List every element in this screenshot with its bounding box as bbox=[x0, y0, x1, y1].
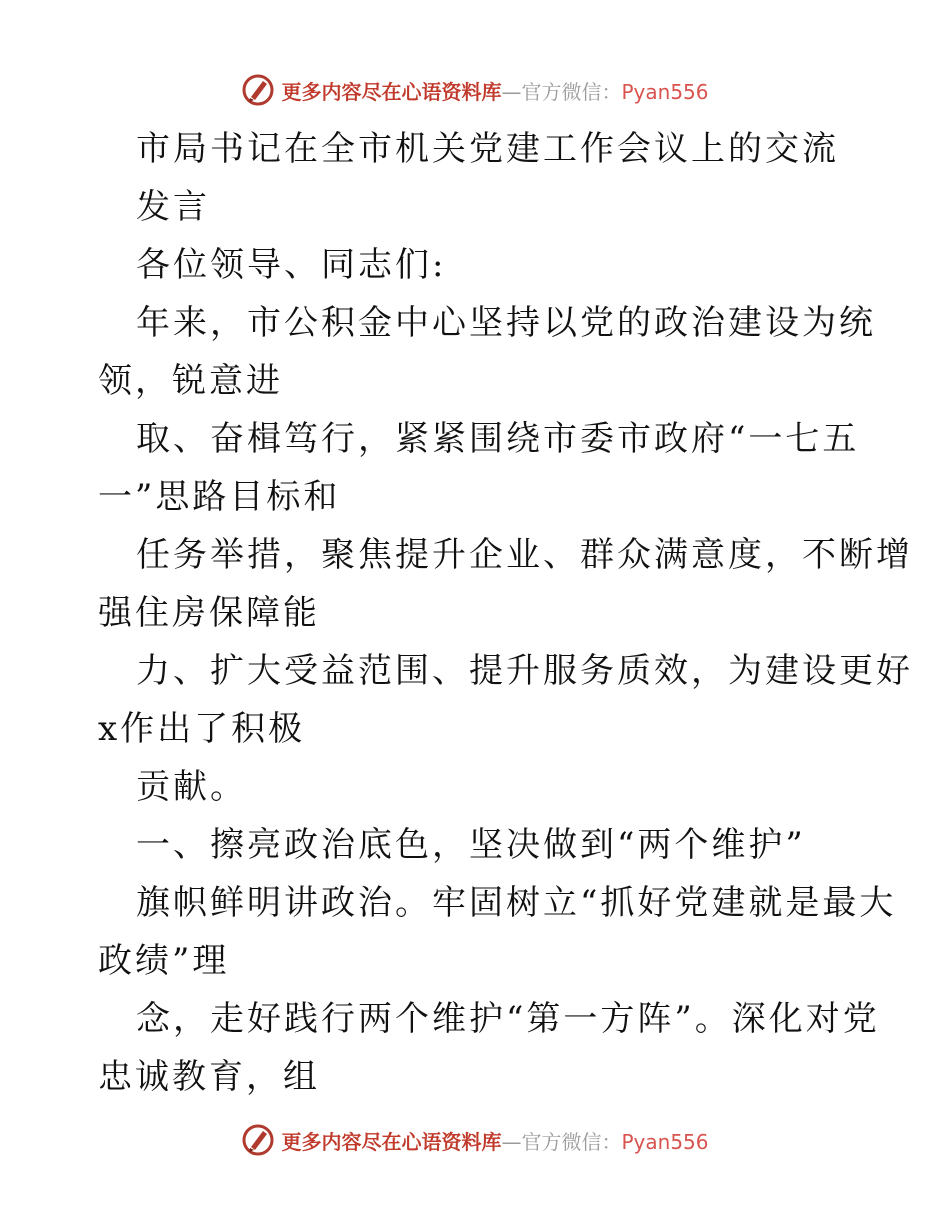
text-line: 领，锐意进 bbox=[98, 361, 283, 401]
text-line: 年来，市公积金中心坚持以党的政治建设为统 bbox=[136, 303, 876, 343]
document-body bbox=[98, 120, 913, 1106]
text-line: 念，走好践行两个维护“第一方阵”。深化对党 bbox=[136, 999, 880, 1039]
header-watermark bbox=[0, 70, 950, 110]
watermark-account: Pyan556 bbox=[621, 1129, 709, 1154]
pen-logo-icon bbox=[241, 73, 275, 107]
watermark-label: 官方微信： bbox=[521, 1129, 622, 1154]
text-line: 一、擦亮政治底色，坚决做到“两个维护” bbox=[136, 825, 806, 865]
text-line: 忠诚教育，组 bbox=[98, 1057, 320, 1097]
text-line: 旗帜鲜明讲政治。牢固树立“抓好党建就是最大 bbox=[136, 883, 897, 923]
watermark-label: 官方微信： bbox=[521, 79, 622, 104]
text-line: 发言 bbox=[136, 187, 210, 227]
watermark-text bbox=[281, 76, 708, 105]
watermark-separator: — bbox=[501, 79, 522, 104]
text-line: 取、奋楫笃行，紧紧围绕市委市政府“一七五 bbox=[136, 419, 860, 459]
text-line: 强住房保障能 bbox=[98, 593, 320, 633]
watermark-prefix: 更多内容尽在心语资料库 bbox=[281, 1129, 502, 1154]
text-line: 贡献。 bbox=[136, 767, 247, 807]
text-line: 市局书记在全市机关党建工作会议上的交流 bbox=[136, 129, 839, 169]
watermark-separator: — bbox=[501, 1129, 522, 1154]
footer-watermark bbox=[0, 1120, 950, 1160]
pen-logo-icon bbox=[241, 1123, 275, 1157]
text-line: 各位领导、同志们: bbox=[136, 245, 447, 285]
text-line: 政绩”理 bbox=[98, 941, 230, 981]
text-line: 一”思路目标和 bbox=[98, 477, 341, 517]
watermark-text bbox=[281, 1126, 708, 1155]
watermark-prefix: 更多内容尽在心语资料库 bbox=[281, 79, 502, 104]
watermark-account: Pyan556 bbox=[621, 79, 709, 104]
text-line: 任务举措，聚焦提升企业、群众满意度，不断增 bbox=[136, 535, 913, 575]
text-line: 力、扩大受益范围、提升服务质效，为建设更好 bbox=[136, 651, 913, 691]
text-line: x作出了积极 bbox=[98, 709, 306, 749]
